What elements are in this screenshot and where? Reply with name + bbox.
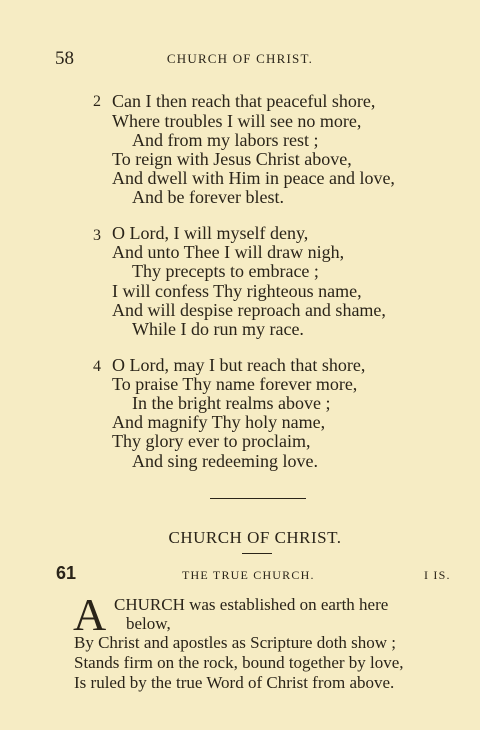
hymn-number: 61 xyxy=(56,563,77,583)
running-title: CHURCH OF CHRIST. xyxy=(166,51,314,66)
stanza-number: 4 xyxy=(93,358,101,375)
stanza-line: And from my labors rest ; xyxy=(132,130,319,150)
stanza-line: In the bright realms above ; xyxy=(132,393,331,413)
stanza-line: To reign with Jesus Christ above, xyxy=(112,149,352,169)
hymn-title: THE TRUE CHURCH. xyxy=(182,568,315,582)
stanza-line: And sing redeeming love. xyxy=(132,451,318,471)
stanza-line: To praise Thy name forever more, xyxy=(112,374,358,394)
verse-line: Is ruled by the true Word of Christ from above. xyxy=(74,673,395,692)
stanza-line: And magnify Thy holy name, xyxy=(112,412,326,432)
page-number: 58 xyxy=(55,48,74,69)
verse-line: Stands firm on the rock, bound together by love, xyxy=(74,653,404,672)
verse-line: below, xyxy=(126,614,171,633)
drop-cap: A xyxy=(73,589,107,640)
stanza-line: And be forever blest. xyxy=(132,187,284,207)
title-underline xyxy=(242,553,272,554)
stanza-line: Thy precepts to embrace ; xyxy=(132,261,319,281)
stanza-line: And will despise reproach and shame, xyxy=(112,300,386,320)
stanza-number: 2 xyxy=(93,93,101,110)
stanza-number: 3 xyxy=(93,227,101,244)
stanza-line: Where troubles I will see no more, xyxy=(112,111,362,131)
stanza-line: While I do run my race. xyxy=(132,319,304,339)
stanza-line: Can I then reach that peaceful shore, xyxy=(112,91,376,111)
verse-line: CHURCH was established on earth here xyxy=(114,595,389,614)
stanza-line: O Lord, I will myself deny, xyxy=(112,223,309,243)
stanza-line: Thy glory ever to proclaim, xyxy=(112,431,311,451)
verse-line: By Christ and apostles as Scripture doth show ; xyxy=(74,633,397,652)
stanza-line: And unto Thee I will draw nigh, xyxy=(112,242,345,262)
section-title: CHURCH OF CHRIST. xyxy=(168,528,342,547)
section-divider xyxy=(210,498,306,499)
hymn-meter: I IS. xyxy=(424,568,451,582)
stanza-line: And dwell with Him in peace and love, xyxy=(112,168,395,188)
stanza-line: I will confess Thy righteous name, xyxy=(112,281,362,301)
stanza-line: O Lord, may I but reach that shore, xyxy=(112,355,366,375)
